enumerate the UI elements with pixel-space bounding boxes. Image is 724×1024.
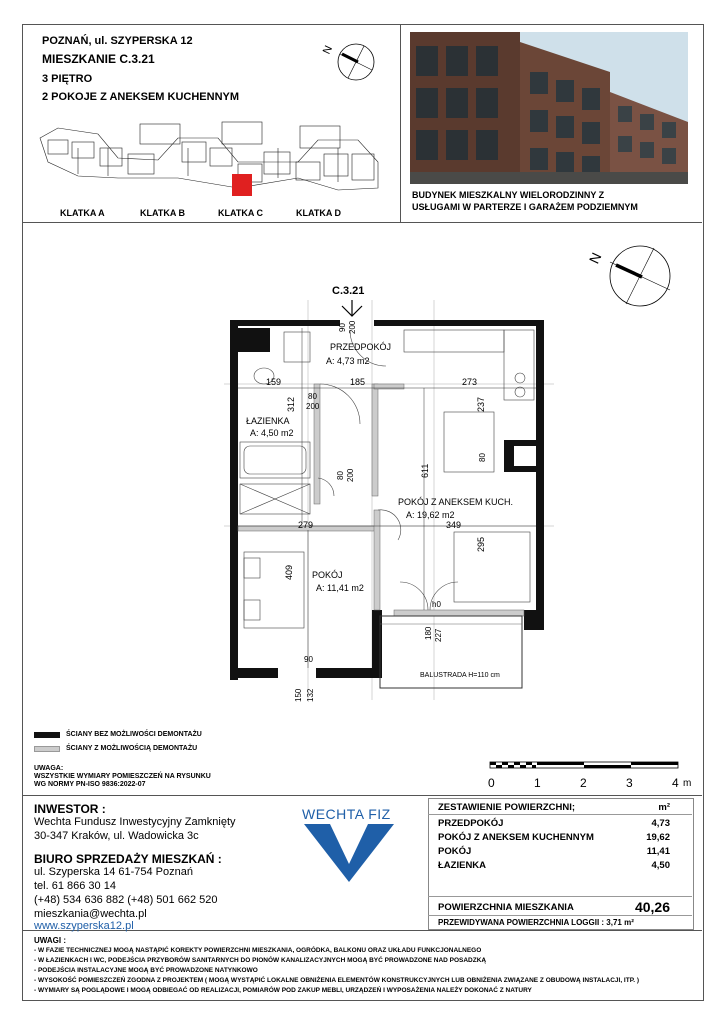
room-hall-name: PRZEDPOKÓJ bbox=[330, 342, 392, 352]
scale-bar bbox=[486, 760, 686, 774]
legend-removable-swatch bbox=[34, 746, 60, 752]
footer-divider bbox=[22, 795, 702, 796]
dim-295: 295 bbox=[476, 536, 486, 552]
sales-line3: (+48) 534 636 882 (+48) 501 662 520 bbox=[34, 894, 218, 906]
dim-80b: 80 bbox=[336, 471, 345, 480]
note-item: - W FAZIE TECHNICZNEJ MOGĄ NASTĄPIĆ KOREKTY POWIERZCHNI MIESZKANIA, OGRÓDKA, BALKONU ORAZ UKŁADU FUNKCJONALNEGO bbox=[34, 947, 482, 954]
summary-loggia: PRZEWIDYWANA POWIERZCHNIA LOGGII : 3,71 m² bbox=[438, 918, 634, 927]
plan-unit-label: C.3.21 bbox=[332, 285, 365, 297]
scale-2: 2 bbox=[580, 776, 587, 790]
scale-3: 3 bbox=[626, 776, 633, 790]
dim-273: 273 bbox=[462, 377, 478, 387]
summary-loggia-divider bbox=[428, 915, 692, 916]
dim-227: 227 bbox=[434, 628, 443, 642]
apartment-id: MIESZKANIE C.3.21 bbox=[42, 52, 155, 66]
sales-line1: ul. Szyperska 14 61-754 Poznań bbox=[34, 866, 193, 878]
dim-200a: 200 bbox=[306, 402, 320, 411]
staircase-c: KLATKA C bbox=[218, 208, 263, 218]
summary-title-row bbox=[438, 802, 678, 813]
legend-note-title: UWAGA: bbox=[34, 765, 64, 772]
sales-line2: tel. 61 866 30 14 bbox=[34, 880, 116, 892]
staircase-b: KLATKA B bbox=[140, 208, 185, 218]
summary-title-divider bbox=[428, 814, 692, 815]
room-living-name: POKÓJ Z ANEKSEM KUCH. bbox=[398, 497, 514, 507]
note-item: - WYSOKOŚĆ POMIESZCZEŃ ZGODNA Z PROJEKTEM ( MOGĄ WYSTĄPIĆ LOKALNE OBNIŻENIA ELEMENTÓW KONSTRUKCYJNYCH LUB OBNIŻENIA ZWIĄZANE Z OBUDOWĄ INSTALACJI, ITP. ) bbox=[34, 977, 639, 984]
room-bath-name: ŁAZIENKA bbox=[246, 416, 290, 426]
summary-unit: m² bbox=[658, 802, 670, 813]
sales-title: BIURO SPRZEDAŻY MIESZKAŃ : bbox=[34, 852, 222, 866]
summary-total-value: 40,26 bbox=[634, 899, 670, 915]
summary-title: ZESTAWIENIE POWIERZCHNI; bbox=[438, 802, 576, 813]
key-plan bbox=[38, 118, 388, 206]
address: POZNAŃ, ul. SZYPERSKA 12 bbox=[42, 35, 193, 47]
dim-312: 312 bbox=[286, 396, 296, 412]
investor-title: INWESTOR : bbox=[34, 802, 106, 816]
building-caption-2: USŁUGAMI W PARTERZE I GARAŻEM PODZIEMNYM bbox=[412, 202, 638, 212]
scale-1: 1 bbox=[534, 776, 541, 790]
scale-4: 4 bbox=[672, 776, 679, 790]
dim-80a: 80 bbox=[308, 392, 317, 401]
legend-fixed-swatch bbox=[34, 732, 60, 738]
floor: 3 PIĘTRO bbox=[42, 73, 93, 85]
summary-row: PRZEDPOKÓJ 4,73 bbox=[438, 818, 670, 829]
summary-row: POKÓJ 11,41 bbox=[438, 846, 670, 857]
note-item: - WYMIARY SĄ POGLĄDOWE I MOGĄ ODBIEGAĆ OD REALIZACJI, POMIARÓW POD ZAKUP MEBLI, URZĄDZEŃ I WYPOSAŻENIA NALEŻY DOKONAĆ Z NATURY bbox=[34, 987, 532, 994]
room-bath-area: A: 4,50 m2 bbox=[250, 428, 294, 438]
dim-237: 237 bbox=[476, 396, 486, 412]
logo-mark-icon bbox=[304, 824, 394, 882]
legend-removable-label: ŚCIANY Z MOŻLIWOŚCIĄ DEMONTAŻU bbox=[66, 745, 198, 752]
dim-132: 132 bbox=[306, 688, 315, 702]
dim-279: 279 bbox=[298, 520, 314, 530]
balustrade-label: BALUSTRADA H=110 cm bbox=[420, 672, 500, 679]
room-hall-area: A: 4,73 m2 bbox=[326, 356, 370, 366]
investor-line2: 30-347 Kraków, ul. Wadowicka 3c bbox=[34, 830, 199, 842]
sales-email[interactable]: mieszkania@wechta.pl bbox=[34, 908, 147, 920]
dim-h0: h0 bbox=[432, 600, 441, 609]
legend-note-2: WG NORMY PN-ISO 9836:2022-07 bbox=[34, 781, 146, 788]
staircase-a: KLATKA A bbox=[60, 208, 105, 218]
dim-80c: 80 bbox=[478, 453, 487, 462]
scale-0: 0 bbox=[488, 776, 495, 790]
dim-349: 349 bbox=[446, 520, 462, 530]
summary-total-label: POWIERZCHNIA MIESZKANIA bbox=[438, 902, 574, 913]
dim-409: 409 bbox=[284, 564, 294, 580]
dim-200c: 200 bbox=[348, 320, 357, 334]
summary-row: POKÓJ Z ANEKSEM KUCHENNYM 19,62 bbox=[438, 832, 670, 843]
dim-90b: 90 bbox=[304, 655, 313, 664]
dim-90a: 90 bbox=[338, 323, 347, 332]
legend-fixed-label: ŚCIANY BEZ MOŻLIWOŚCI DEMONTAŻU bbox=[66, 731, 202, 738]
dim-200b: 200 bbox=[346, 468, 355, 482]
dim-611: 611 bbox=[420, 463, 430, 478]
header-split bbox=[400, 24, 401, 222]
staircase-d: KLATKA D bbox=[296, 208, 341, 218]
room-bed-area: A: 11,41 m2 bbox=[316, 583, 364, 593]
compass-n-small: N bbox=[320, 43, 336, 57]
dim-185: 185 bbox=[350, 377, 366, 387]
summary-row: ŁAZIENKA 4,50 bbox=[438, 860, 670, 871]
legend-note-1: WSZYSTKIE WYMIARY POMIESZCZEŃ NA RYSUNKU bbox=[34, 773, 211, 780]
summary-total-divider bbox=[428, 896, 692, 897]
room-living-area: A: 19,62 m2 bbox=[406, 510, 455, 520]
building-render bbox=[410, 32, 688, 184]
dim-180: 180 bbox=[424, 626, 433, 640]
investor-line1: Wechta Fundusz Inwestycyjny Zamknięty bbox=[34, 816, 236, 828]
note-item: - PODEJŚCIA INSTALACYJNE MOGĄ BYĆ PROWADZONE NATYNKOWO bbox=[34, 967, 258, 974]
room-bed-name: POKÓJ bbox=[312, 570, 343, 580]
scale-unit: m bbox=[683, 778, 692, 789]
compass-large-icon bbox=[590, 240, 680, 310]
sales-web-link[interactable]: www.szyperska12.pl bbox=[34, 920, 134, 932]
dim-159: 159 bbox=[266, 377, 282, 387]
summary-total-row bbox=[438, 899, 678, 915]
note-item: - W ŁAZIENKACH I WC, PODEJŚCIA PRZYBORÓW SANITARNYCH DO PIONÓW KANALIZACYJNYCH MOGĄ BYĆ PROWADZONE NAD POSADZKĄ bbox=[34, 957, 487, 964]
header-divider bbox=[22, 222, 702, 223]
building-caption-1: BUDYNEK MIESZKALNY WIELORODZINNY Z bbox=[412, 190, 605, 200]
dim-150: 150 bbox=[294, 688, 303, 702]
notes-title: UWAGI : bbox=[34, 936, 66, 945]
compass-n-large: N bbox=[585, 250, 605, 266]
room-count: 2 POKOJE Z ANEKSEM KUCHENNYM bbox=[42, 91, 240, 103]
logo-text: WECHTA FIZ bbox=[302, 806, 391, 822]
